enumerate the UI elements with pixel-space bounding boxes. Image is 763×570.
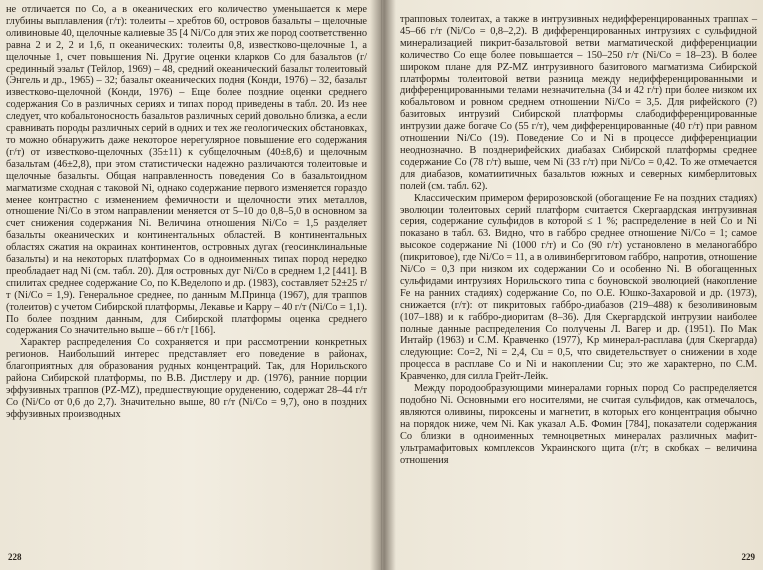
right-page-text [400, 14, 757, 466]
right-paragraph-2: Классическим примером ферирозовской (обогащение Fe на поздних стадиях) эволюции толеитовых серий платформ считается Скергаардская интрузивная серия, содержание сульфидов в которой ≤ 1 %; распределение в ней Co и Ni показано в табл. 63. Видно, что в габбро среднее отношение Ni/Co = 1; самое высокое содержание Ni (1000 г/т) и Co (90 г/т) установлено в меланогаббро (пикритовое), где Ni/Co = 11, а в оливинбергитовом габбро, напротив, отношение Ni/Co = 0,3 при низком их содержании Co и особенно Ni. В обогащенных сульфидами интрузиях Норильского типа с боуновской эволюцией (накопление Fe на ранних стадиях) содержание Co, по О.Е. Юшко-Захаровой и др. (1973), снижается (г/т): от пикритовых габбро-диабазов (219–488) к безоливиновым (107–188) и к габбро-диоритам (8–36). Для Скергардской интрузии наиболее полные данные распределения Co получены Л. Вагер и др. (1951). По Мак Интайр (1963) и С.М. Кравченко (1977), Kр минерал-расплава (для Скергарда) следующие: Co=2, Ni = 2,4, Cu = 0,5, что свидетельствует о снижении в ходе процесса в расплаве Co и Ni и накоплении Cu; это же характерно, по С.М. Кравченко, для силла Грейт-Лейк. [400, 192, 757, 383]
right-paragraph-3: Между породообразующими минералами горных пород Co распределяется подобно Ni. Основными его носителями, не считая сульфидов, как отмечалось, являются оливины, пироксены и магнетит, в которых его концентрация обычно на порядок ниже, чем Ni. Как указал А.Б. Фомин [784], показатели содержания Co близки в одноименных темноцветных минералах различных мафит-ультрамафитовых комплексов Украинского щита (г/т; в скобках – величина отношения [400, 383, 757, 466]
left-page-number: 228 [8, 552, 22, 562]
right-paragraph-1: трапповых толеитах, а также в интрузивных недифференцированных траппах – 45–66 г/т (Ni/Co = 0,8–2,2). В дифференцированных интрузиях с сульфидной минерализацией пикрит-базальтовой ветви магматической дифференциации количество Co еще более повышается – 150–250 г/т (Ni/Co = 18–23). В более широком плане для PZ-MZ интрузивного базитового магматизма Сибирской платформы толеитовой ветви разница между недифференцированными и дифференцированными телами незначительна (34 и 42 г/т) при более низком их кобальтовом и ровном среднем отношении Ni/Co = 3,5. Для рифейского (?) базитовых интрузий Сибирской платформы слабодифференцированные интрузии даже богаче Co (55 г/т), чем дифференцированные (40 г/т) при равном отношении Ni/Co (19). Поведение Co и Ni в процессе дифференциации неоднозначно. В позднерифейских диабазах Сибирской платформы среднее содержание Co (78 г/т) выше, чем Ni (33 г/т) при Ni/Co = 0,42. То же отмечается для диабазов, коматиитичных базальтов южных и северных кимберлитовых полей (см. табл. 62). [400, 14, 757, 192]
left-page [0, 0, 381, 570]
book-gutter-shadow [370, 0, 396, 570]
left-paragraph-2: Характер распределения Co сохраняется и при рассмотрении конкретных регионов. Наибольший интерес представляет его поведение в районах, благоприятных для образования рудных концентраций. Так, для Норильского района Сибирской платформы, по В.В. Дистлеру и др. (1976), ранние порции эффузивных траппов (PZ-MZ), предшествующие оруденению, содержат 28–44 г/т Co (Ni/Co от 0,6 до 2,7). Значительно выше, 80 г/т (Ni/Co = 9,7), оно в поздних эффузивных производных [6, 337, 367, 420]
left-paragraph-1: не отличается по Co, а в океанических его количество уменьшается к мере глубины выплавления (г/т): толеиты – хребтов 60, островов базальты – щелочные оливиновые 40, щелочные калиевые 35 [4 Ni/Co для этих же пород соответственно равна 2 и 2, 2 и 1,6, п океанических: толеиты 0,8, известково-щелочные 1, а щелочные 1, счет повышения Ni. Другие оценки кларков Co для базальтов (г/ срединный эзальт (Тейлор, 1969) – 48, средний океанический базальт толеитовый (Энгель и др., 1965) – 32; базальт океанических подня (Конди, 1976) – 32, базальт известково-щелочной (Конди, 1976) – Еще более поздние оценки среднего содержания Co в различных сериях и типах пород приведены в табл. 20. Из нее следует, что кобальтоносность базальтов различных серий довольно близка, а если сравнивать породы различных серий в одних и тех же геологических обстановках, то можно обнаружить даже некоторое нерегулярное повышение его содержания (г/т) от известково-щелочных (35±11) к субщелочным (40±8,6) и щелочным базальтам (46±2,8), при этом статистически надежно различаются толеитовые и щелочные базальты. Общая направленность поведения Co в базальтоидном магматизме сходная с таковой Ni, однако содержание первого изменяется гораздо менее контрастно с изменением фемичности и щелочности этих металлов, отношение Ni/Co в этом направлении меняется от 5–10 до 0,8–5,0 в основном за счет снижения содержания Ni. Величина отношения Ni/Co = 1,5 разделяет базальты океанических и континентальных областей. В континентальных областях сжатия на окраинах континентов, островных дугах (геосинклинальные базальты) и на некоторых платформах Co в одноименных типах пород нередко преобладает над Ni (см. табл. 20). Для островных дуг Ni/Co в среднем 1,2 [441]. В спилитах среднее содержание Co, по К.Веделопо и др. (1983), составляет 52±25 г/т (Ni/Co = 1,9). Генеральное среднее, по данным М.Принца (1967), для траппов (толеитов) с учетом Сибирской платформы, Лекавье и Карру – 40 г/т (Ni/Co = 1,1). По более поздним данным, для Сибирской платформы оценка среднего содержания Co значительно выше – 66 г/т [166]. [6, 4, 367, 337]
right-page [382, 0, 763, 570]
right-page-number: 229 [741, 552, 755, 562]
left-page-text [6, 4, 367, 421]
